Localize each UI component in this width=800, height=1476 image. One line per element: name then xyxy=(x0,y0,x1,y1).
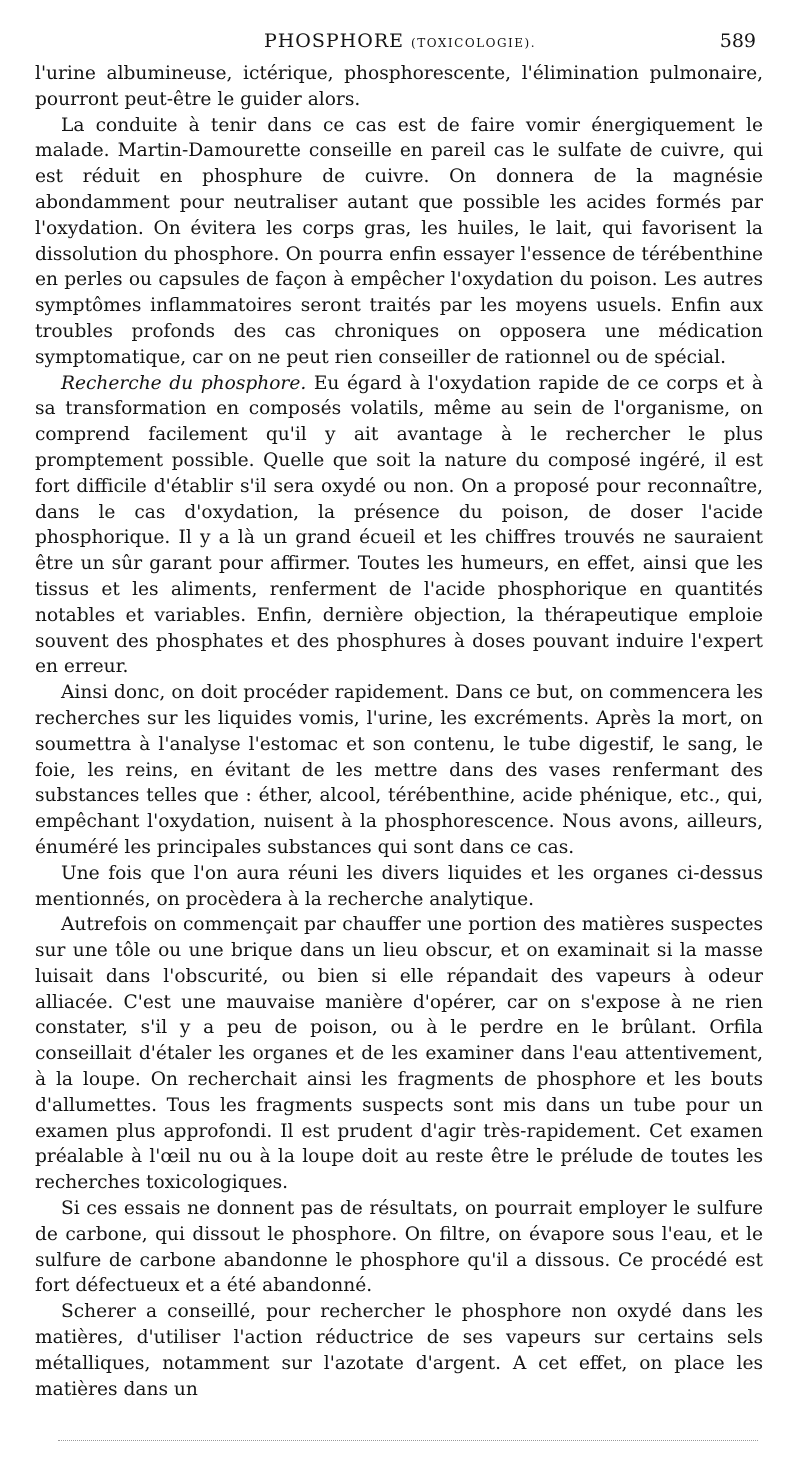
running-title xyxy=(0,26,800,58)
running-title-subtitle: (TOXICOLOGIE). xyxy=(411,36,537,50)
paragraph-scherer: Scherer a conseillé, pour rechercher le phosphore non oxydé dans les matières, d'utiliser l'action réductrice de ses vapeurs sur certains sels métalliques, notamment sur l'azotate d'argent. A cet effet, on place les matières dans un xyxy=(35,1301,763,1400)
paragraph-continuation: l'urine albumineuse, ictérique, phosphorescente, l'élimination pulmonaire, pourront peut-être le guider alors. xyxy=(35,63,763,110)
footer-dotted-rule xyxy=(58,1440,758,1441)
paragraph-procedure: Ainsi donc, on doit procéder rapidement. Dans ce but, on commencera les recherches sur les liquides vomis, l'urine, les excréments. Après la mort, on soumettra à l'analyse l'estomac et son contenu, le tube digestif, le sang, le foie, les reins, en évitant de les mettre dans des vases renfermant des substances telles que : éther, alcool, térébenthine, acide phénique, etc., qui, empêchant l'oxydation, nuisent à la phosphorescence. Nous avons, ailleurs, énuméré les principales substances qui sont dans ce cas. xyxy=(35,682,763,858)
paragraph-carbon-sulfide: Si ces essais ne donnent pas de résultats, on pourrait employer le sulfure de carbone, qui dissout le phosphore. On filtre, on évapore sous l'eau, et le sulfure de carbone abandonne le phosphore qu'il a dissous. Ce procédé est fort défectueux et a été abandonné. xyxy=(35,1198,763,1297)
page-number: 589 xyxy=(719,30,756,52)
running-head xyxy=(0,26,800,56)
paragraph-research-intro xyxy=(35,371,763,681)
paragraph-old-method: Autrefois on commençait par chauffer une portion des matières suspectes sur une tôle ou une brique dans un lieu obscur, et on examinait si la masse luisait dans l'obscurité, ou bien si elle répandait des vapeurs à odeur alliacée. C'est une mauvaise manière d'opérer, car on s'expose à ne rien constater, s'il y a peu de poison, ou à le perdre en le brûlant. Orfila conseillait d'étaler les organes et de les examiner dans l'eau attentivement, à la loupe. On recherchait ainsi les fragments de phosphore et les bouts d'allumettes. Tous les fragments suspects sont mis dans un tube pour un examen plus approfondi. Il est prudent d'agir très-rapidement. Cet examen préalable à l'œil nu ou à la loupe doit au reste être le prélude de toutes les recherches toxicologiques. xyxy=(35,914,763,1194)
paragraph-treatment: La conduite à tenir dans ce cas est de faire vomir énergiquement le malade. Martin-Damourette conseille en pareil cas le sulfate de cuivre, qui est réduit en phosphure de cuivre. On donnera de la magnésie abondamment pour neutraliser autant que possible les acides formés par l'oxydation. On évitera les corps gras, les huiles, le lait, qui favorisent la dissolution du phosphore. On pourra enfin essayer l'essence de térébenthine en perles ou capsules de façon à empêcher l'oxydation du poison. Les autres symptômes inflammatoires seront traités par les moyens usuels. Enfin aux troubles profonds des cas chroniques on opposera une médication symptomatique, car on ne peut rien conseiller de rationnel ou de spécial. xyxy=(35,114,763,368)
paragraph-research-text: Eu égard à l'oxydation rapide de ce corps et à sa transformation en composés volatils, même au sein de l'organisme, on comprend facilement qu'il y ait avantage à le rechercher le plus promptement possible. Quelle que soit la nature du composé ingéré, il est fort difficile d'établir s'il sera oxydé ou non. On a proposé pour reconnaître, dans le cas d'oxydation, la présence du poison, de doser l'acide phosphorique. Il y a là un grand écueil et les chiffres trouvés ne sauraient être un sûr garant pour affirmer. Toutes les humeurs, en effet, ainsi que les tissus et les aliments, renferment de l'acide phosphorique en quantités notables et variables. Enfin, dernière objection, la thérapeutique emploie souvent des phosphates et des phosphures à doses pouvant induire l'expert en erreur. xyxy=(35,372,763,678)
running-title-main: PHOSPHORE xyxy=(263,30,404,52)
section-heading-recherche: Recherche du phosphore. xyxy=(61,372,307,394)
paragraph-analysis: Une fois que l'on aura réuni les divers liquides et les organes ci-dessus mentionnés, on procèdera à la recherche analytique. xyxy=(35,862,763,910)
body-text xyxy=(35,61,763,1402)
